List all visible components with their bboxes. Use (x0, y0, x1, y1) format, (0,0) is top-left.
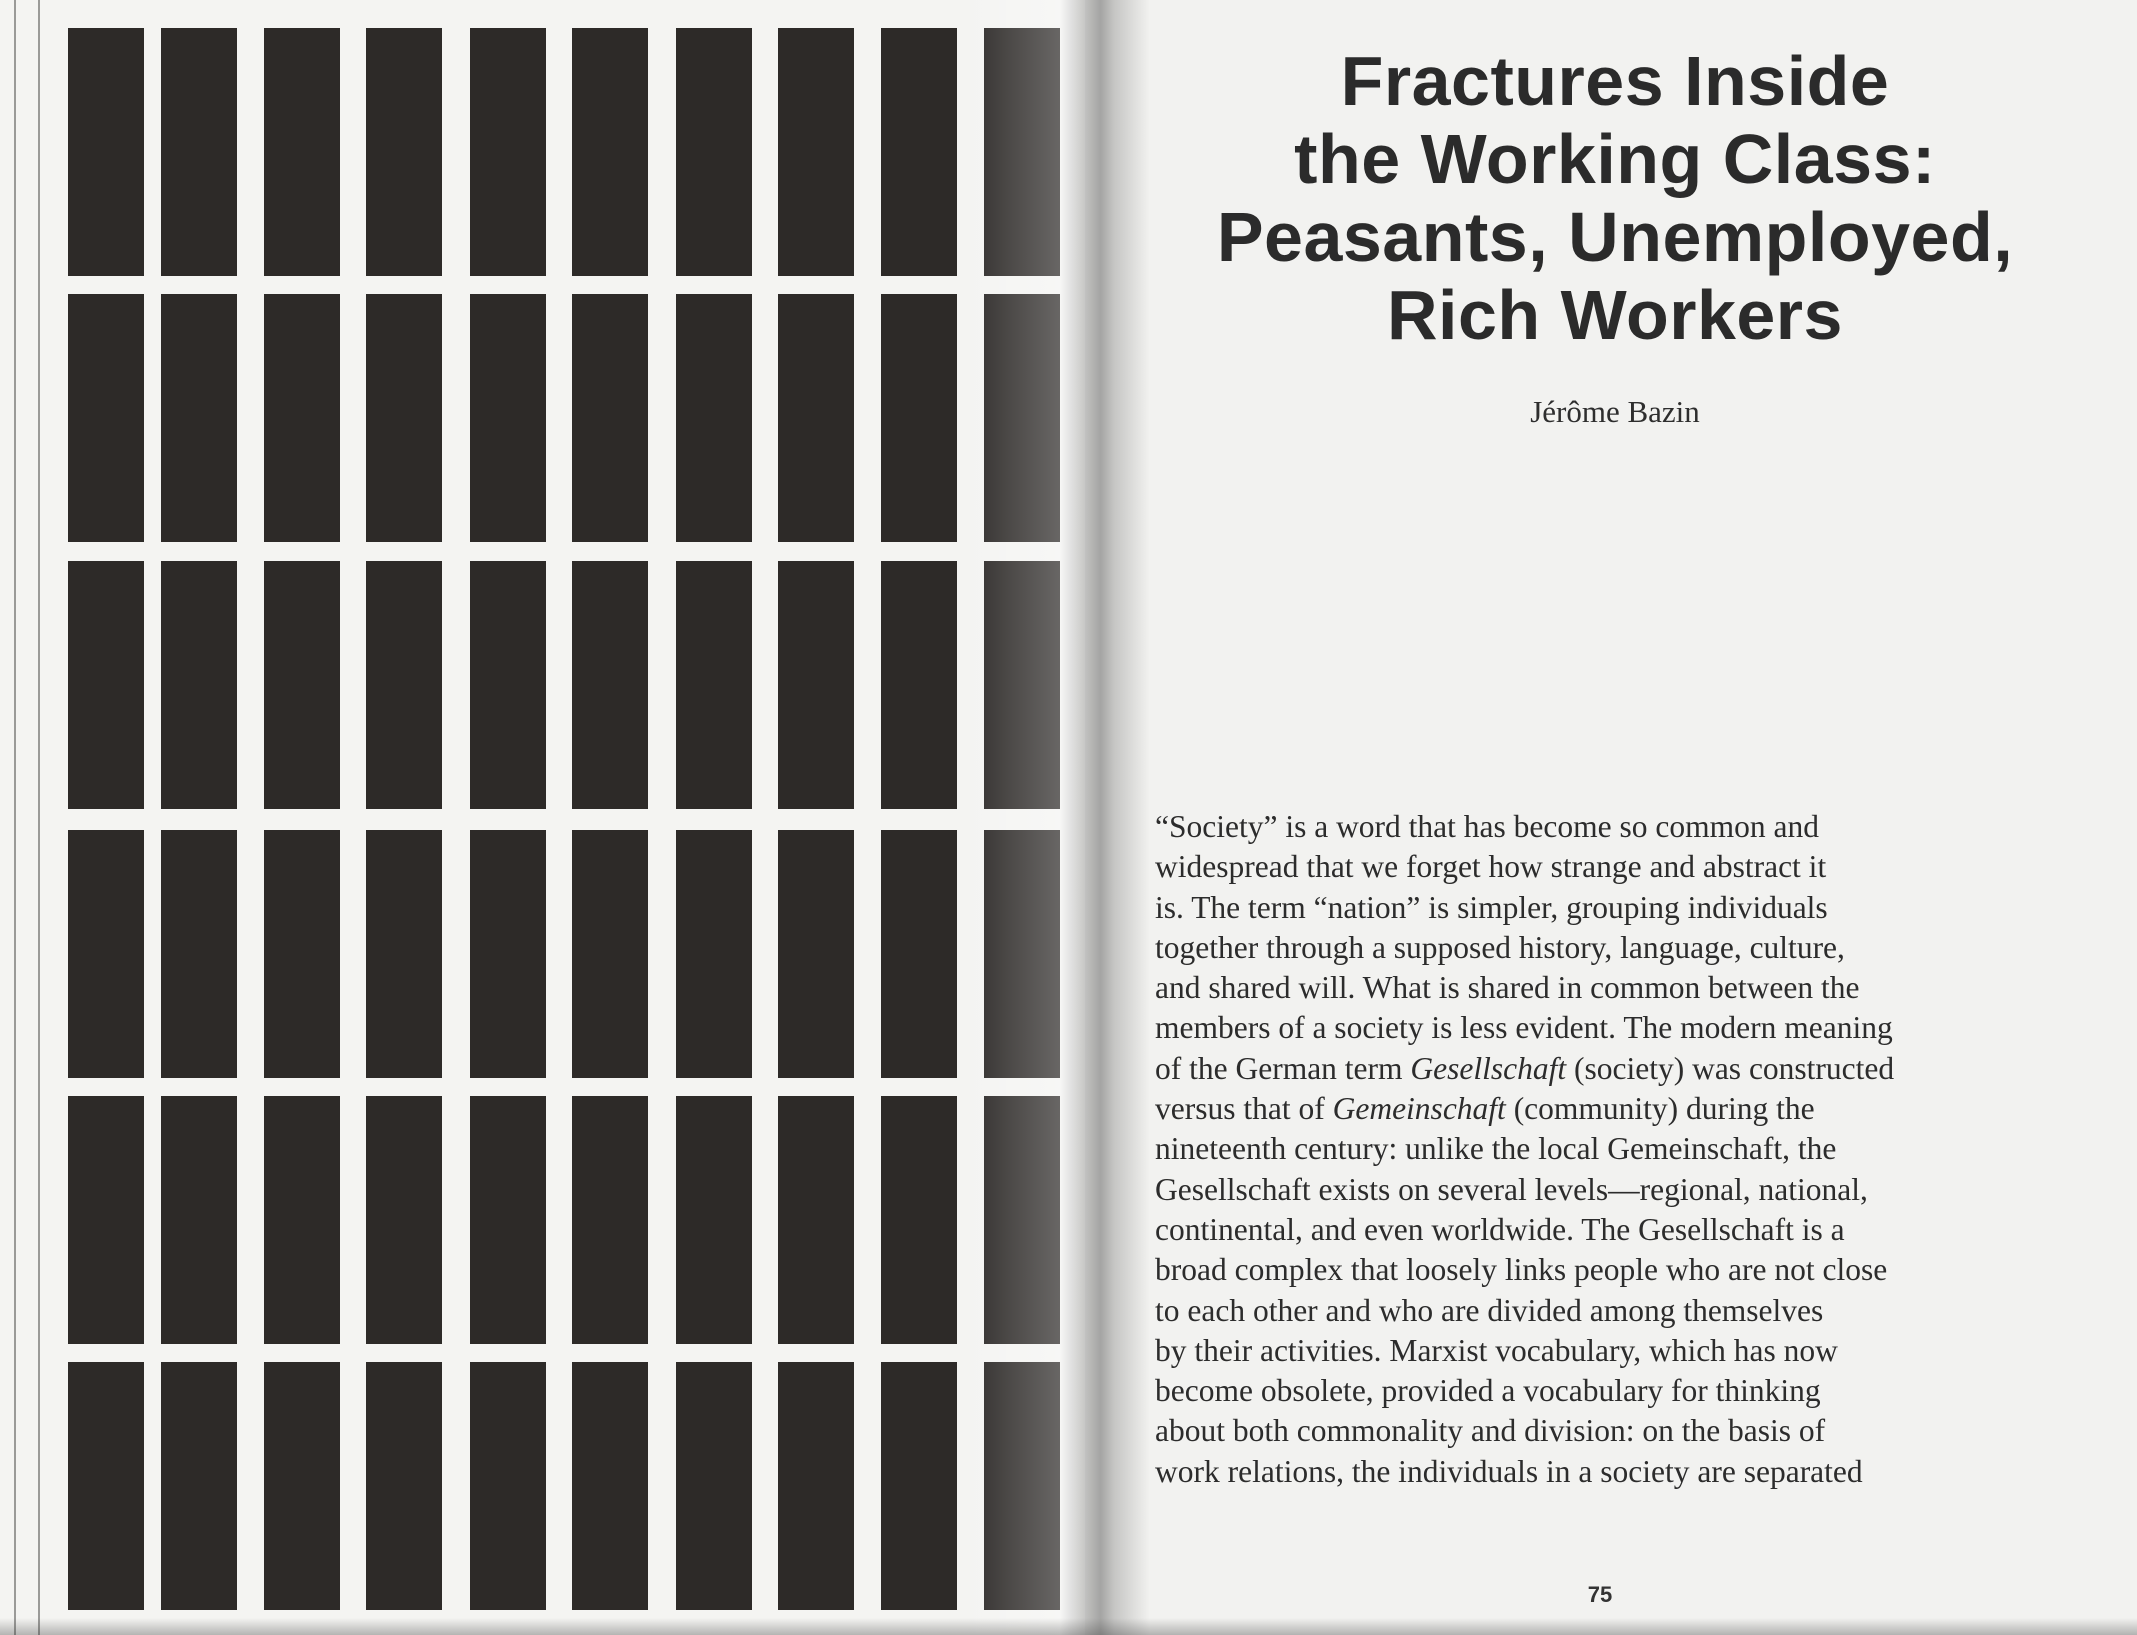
pattern-bar (676, 28, 752, 276)
pattern-bar (470, 1362, 546, 1610)
pattern-bar (572, 1362, 648, 1610)
pattern-bar (366, 28, 442, 276)
pattern-bar (881, 561, 957, 809)
pattern-bar (264, 294, 340, 542)
pattern-bar (470, 830, 546, 1078)
pattern-bar (264, 561, 340, 809)
pattern-bar (676, 1362, 752, 1610)
pattern-bar (778, 830, 854, 1078)
pattern-bar (366, 294, 442, 542)
body-line: “Society” is a word that has become so common and (1155, 809, 1819, 844)
author-name: Jérôme Bazin (1530, 394, 1700, 429)
pattern-bar (366, 1096, 442, 1344)
body-paragraph (1155, 807, 2075, 1492)
pattern-bar (264, 28, 340, 276)
pattern-bar (264, 1362, 340, 1610)
body-line: Gesellschaft exists on several levels—regional, national, (1155, 1171, 1868, 1207)
body-line: versus that of Gemeinschaft (community) during the (1155, 1091, 1815, 1127)
body-line: broad complex that loosely links people who are not close (1155, 1252, 1888, 1288)
pattern-bar (161, 1096, 237, 1344)
pattern-bar (68, 294, 144, 542)
body-line: members of a society is less evident. The modern meaning (1155, 1010, 1893, 1046)
pattern-bar (366, 830, 442, 1078)
pattern-bar (984, 294, 1060, 542)
pattern-bar (676, 830, 752, 1078)
body-line: and shared will. What is shared in common between the (1155, 970, 1860, 1006)
pattern-bar (984, 830, 1060, 1078)
pattern-bar (676, 561, 752, 809)
body-line: widespread that we forget how strange and abstract it (1155, 849, 1827, 885)
pattern-bar (68, 561, 144, 809)
pattern-bar (161, 830, 237, 1078)
pattern-bar (676, 1096, 752, 1344)
pattern-bar (881, 830, 957, 1078)
pattern-bar (161, 294, 237, 542)
pattern-bar (366, 561, 442, 809)
body-line: of the German term Gesellschaft (society) was constructed (1155, 1050, 1895, 1086)
pattern-bar (161, 1362, 237, 1610)
pattern-bar (264, 1096, 340, 1344)
pattern-bar (572, 294, 648, 542)
body-line: by their activities. Marxist vocabulary, which has now (1155, 1332, 1838, 1368)
body-line: continental, and even worldwide. The Gesellschaft is a (1155, 1211, 1845, 1247)
pattern-bar (470, 561, 546, 809)
pattern-bar (881, 1362, 957, 1610)
pattern-bar (778, 561, 854, 809)
body-line: together through a supposed history, language, culture, (1155, 929, 1845, 965)
body-line: about both commonality and division: on the basis of (1155, 1413, 1826, 1449)
pattern-bar (366, 1362, 442, 1610)
pattern-bar (778, 28, 854, 276)
pattern-bar (68, 28, 144, 276)
pattern-bar (778, 1362, 854, 1610)
pattern-bar (470, 1096, 546, 1344)
pattern-bar (161, 561, 237, 809)
pattern-bar (572, 830, 648, 1078)
page-number: 75 (1587, 1582, 1613, 1607)
pattern-bar (984, 1362, 1060, 1610)
pattern-bar (984, 28, 1060, 276)
pattern-bar (572, 1096, 648, 1344)
pattern-bar (68, 1362, 144, 1610)
pattern-bar (984, 561, 1060, 809)
body-line: is. The term “nation” is simpler, grouping individuals (1155, 889, 1828, 925)
pattern-bar (68, 830, 144, 1078)
pattern-bar (264, 830, 340, 1078)
pattern-bar (778, 1096, 854, 1344)
chapter-title (1140, 42, 2090, 354)
pattern-bar (470, 28, 546, 276)
pattern-bar (881, 1096, 957, 1344)
title-line: Fractures Inside (1340, 42, 1890, 120)
title-line: Rich Workers (1387, 276, 1843, 354)
pattern-bar (676, 294, 752, 542)
pattern-bar (572, 28, 648, 276)
pattern-bar (68, 1096, 144, 1344)
pattern-bar (984, 1096, 1060, 1344)
title-line: Peasants, Unemployed, (1216, 198, 2014, 276)
pattern-bar (778, 294, 854, 542)
pattern-bar (881, 28, 957, 276)
body-line: to each other and who are divided among themselves (1155, 1292, 1824, 1328)
pattern-bar (470, 294, 546, 542)
body-line: nineteenth century: unlike the local Gemeinschaft, the (1155, 1131, 1837, 1167)
pattern-bar (572, 561, 648, 809)
body-line: become obsolete, provided a vocabulary for thinking (1155, 1373, 1821, 1409)
pattern-bar (161, 28, 237, 276)
title-line: the Working Class: (1294, 120, 1936, 198)
body-line: work relations, the individuals in a society are separated (1155, 1453, 1863, 1489)
pattern-bar (881, 294, 957, 542)
